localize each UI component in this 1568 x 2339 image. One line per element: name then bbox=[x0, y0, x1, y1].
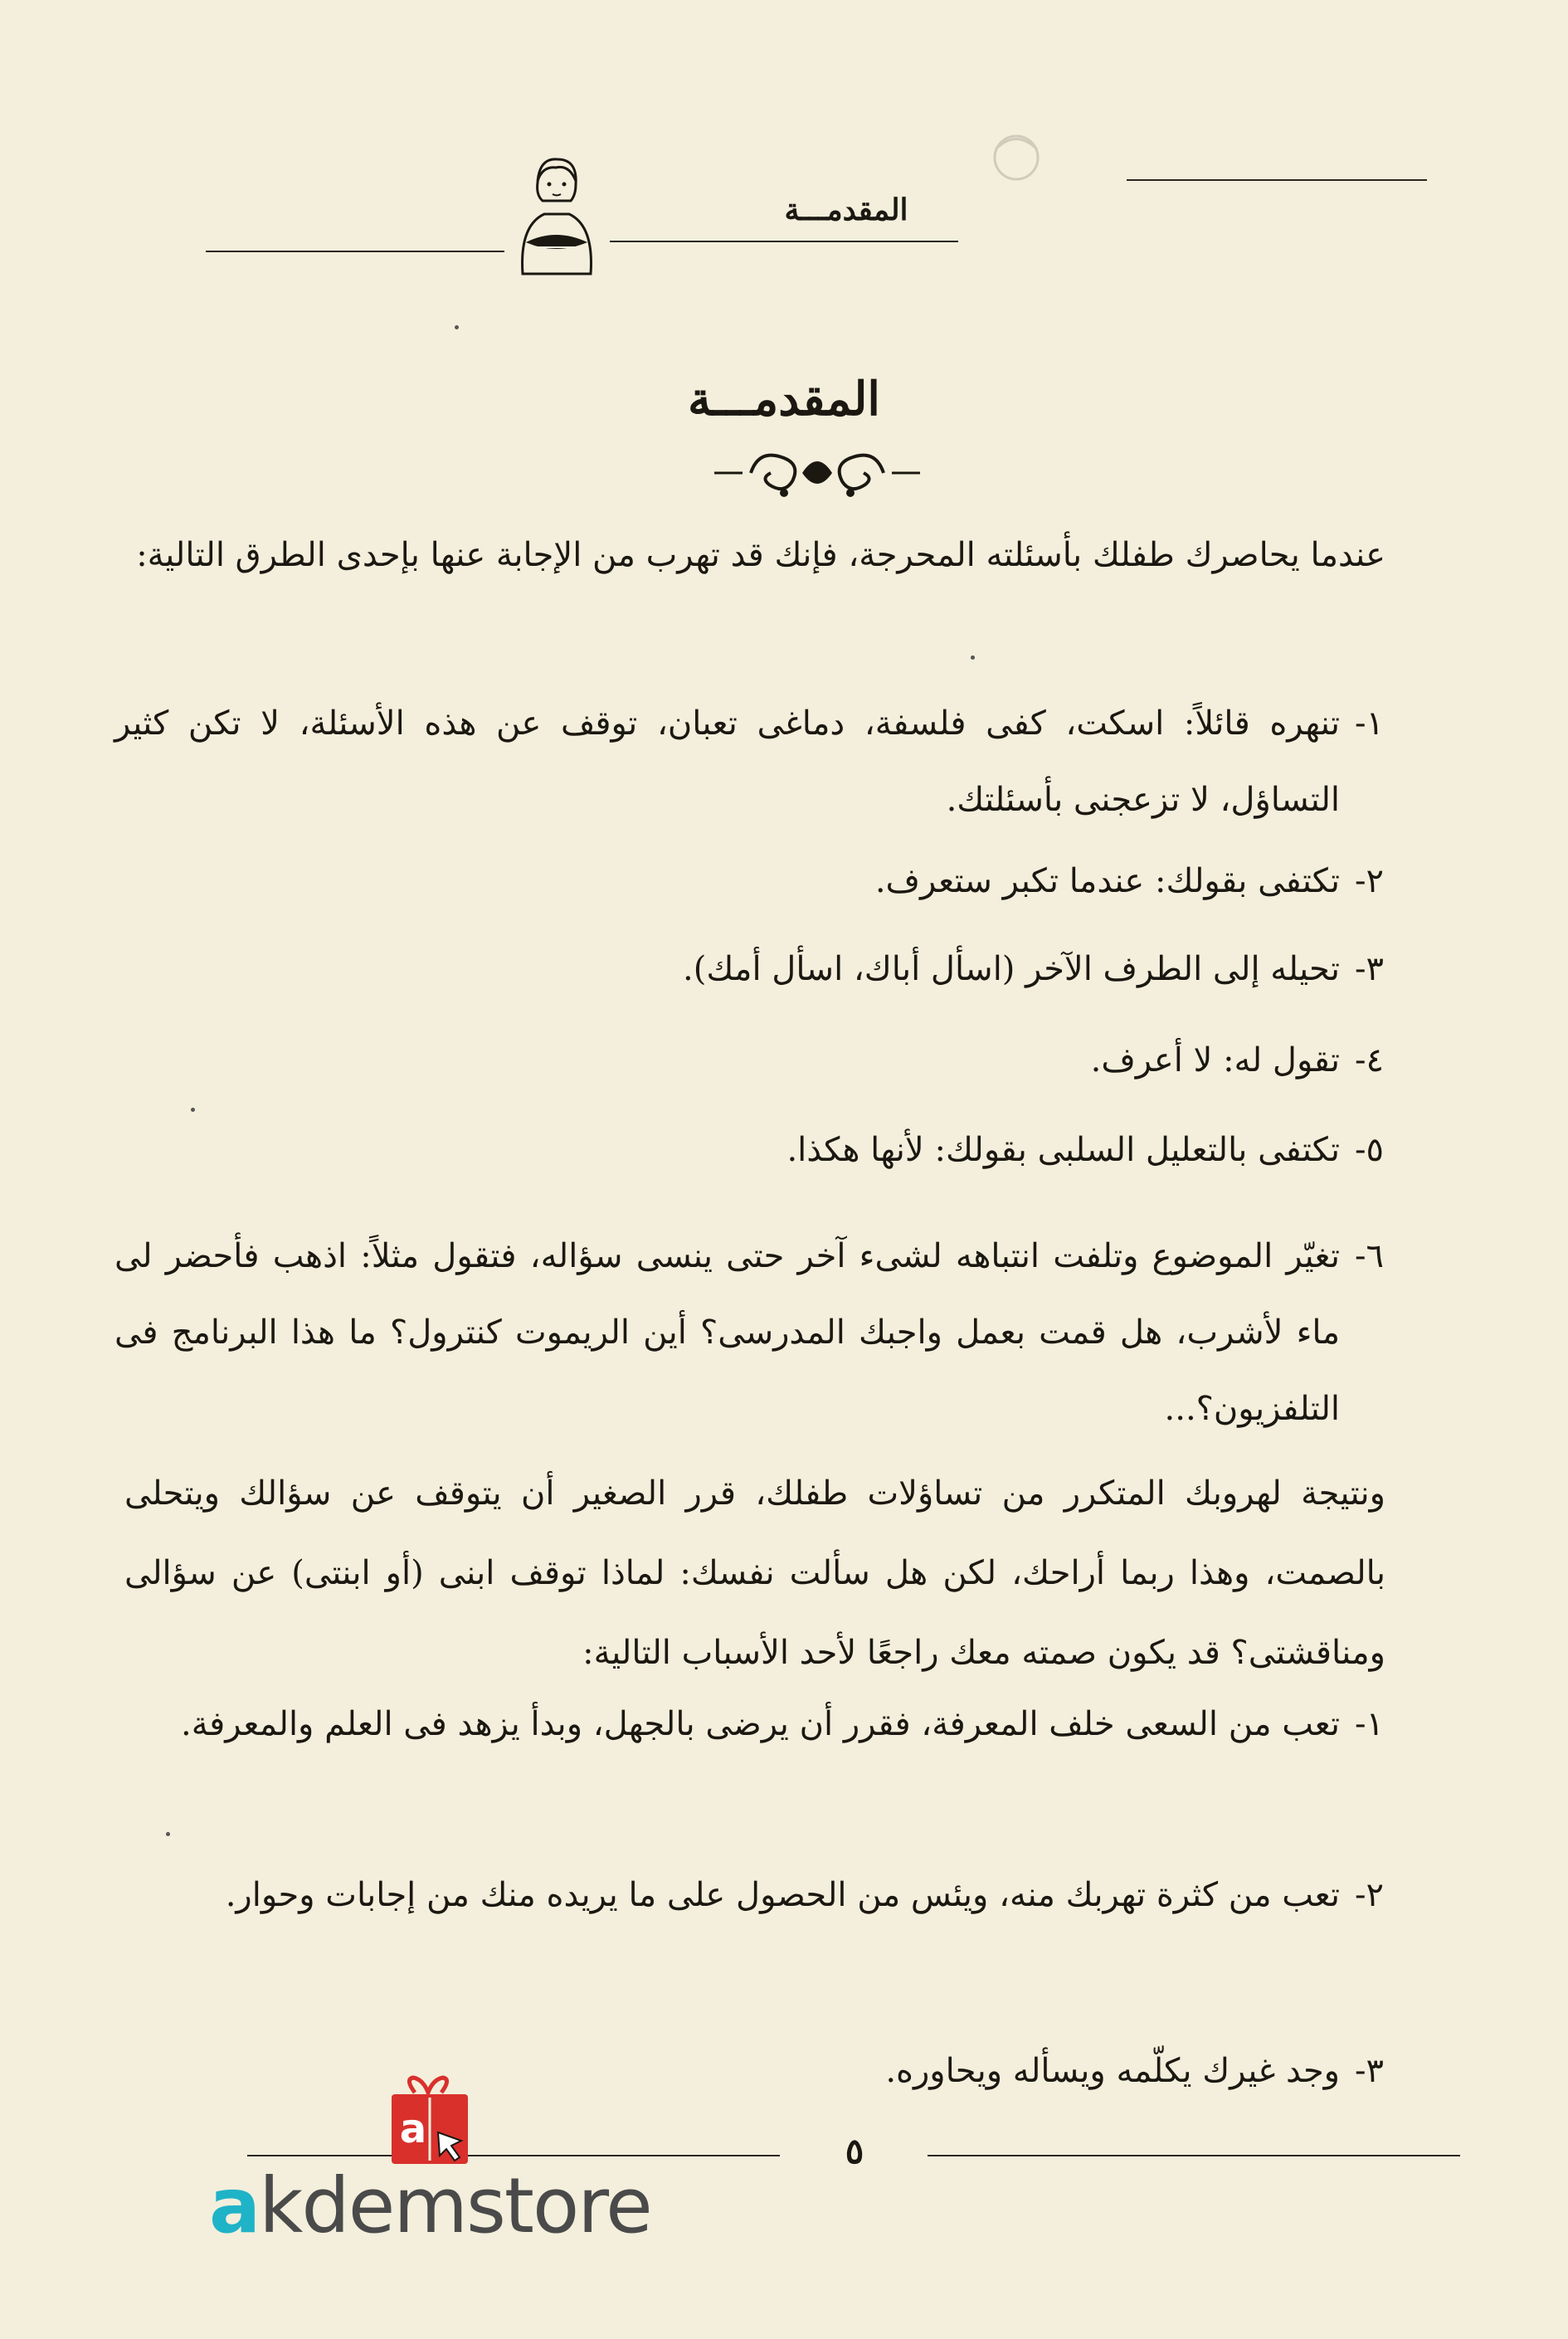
item-number: ٢- bbox=[1355, 1876, 1384, 1914]
paper-speck bbox=[971, 655, 975, 660]
running-title: المقدمـــة bbox=[784, 192, 908, 227]
watermark-brand-rest: kdemstore bbox=[259, 2161, 651, 2250]
item-text: تعب من السعى خلف المعرفة، فقرر أن يرضى بالجهل، وبدأ يزهد فى العلم والمعرفة. bbox=[180, 1705, 1340, 1743]
item-text: تكتفى بقولك: عندما تكبر ستعرف. bbox=[874, 862, 1340, 900]
item-number: ١- bbox=[1355, 704, 1384, 743]
list-item bbox=[114, 2033, 1384, 2109]
boy-illustration bbox=[506, 149, 606, 282]
item-text: تحيله إلى الطرف الآخر (اسأل أباك، اسأل أمك). bbox=[683, 950, 1340, 988]
item-number: ٢- bbox=[1355, 862, 1384, 900]
list-item bbox=[114, 1022, 1384, 1099]
list-item bbox=[114, 1686, 1384, 1762]
header-rule-right bbox=[1127, 179, 1427, 181]
item-text: تغيّر الموضوع وتلفت انتباهه لشىء آخر حتى ينسى سؤاله، فتقول مثلاً: اذهب فأحضر لى ماء لأشرب، هل قمت بعمل واجبك المدرسى؟ أين الريموت كنترول؟ ما هذا البرنامج فى التلفزيون؟... bbox=[114, 1237, 1340, 1428]
chapter-title: المقدمـــة bbox=[688, 372, 880, 426]
footer-rule-right bbox=[928, 2155, 1460, 2156]
watermark-brand-first: a bbox=[209, 2161, 260, 2250]
akdemstore-logo-icon bbox=[380, 2074, 480, 2174]
item-text: وجد غيرك يكلّمه ويسأله ويحاوره. bbox=[885, 2052, 1340, 2090]
item-text: تعب من كثرة تهربك منه، ويئس من الحصول على ما يريده منك من إجابات وحوار. bbox=[225, 1876, 1340, 1914]
paper-speck bbox=[455, 325, 459, 329]
paper-speck bbox=[191, 1108, 195, 1112]
list-item bbox=[114, 1857, 1384, 1933]
intro-paragraph: عندما يحاصرك طفلك بأسئلته المحرجة، فإنك قد تهرب من الإجابة عنها بإحدى الطرق التالية: bbox=[136, 536, 1385, 574]
header-rule-left bbox=[206, 251, 504, 252]
item-text: تكتفى بالتعليل السلبى بقولك: لأنها هكذا. bbox=[786, 1131, 1340, 1169]
list-item bbox=[114, 1218, 1384, 1447]
item-text: تقول له: لا أعرف. bbox=[1090, 1041, 1340, 1079]
item-number: ٥- bbox=[1355, 1131, 1384, 1169]
list-item bbox=[114, 1112, 1384, 1188]
item-number: ٣- bbox=[1355, 2052, 1384, 2090]
item-number: ٦- bbox=[1355, 1237, 1384, 1275]
logo-letter: a bbox=[399, 2106, 427, 2152]
ornament-divider bbox=[709, 440, 925, 506]
item-number: ١- bbox=[1355, 1705, 1384, 1743]
paper-speck bbox=[166, 1832, 170, 1836]
list-item bbox=[114, 685, 1384, 838]
list-item bbox=[114, 931, 1384, 1007]
header-rule-mid bbox=[610, 241, 958, 242]
ghost-boy-illustration bbox=[971, 124, 1062, 199]
list-item bbox=[114, 843, 1384, 919]
item-number: ٣- bbox=[1355, 950, 1384, 988]
akdemstore-watermark bbox=[209, 2161, 651, 2250]
footer-rule-left bbox=[247, 2155, 780, 2156]
page-number: ٥ bbox=[845, 2131, 864, 2171]
item-number: ٤- bbox=[1355, 1041, 1384, 1079]
body-paragraph: ونتيجة لهروبك المتكرر من تساؤلات طفلك، قرر الصغير أن يتوقف عن سؤالك ويتحلى بالصمت، وهذا ربما أراحك، لكن هل سألت نفسك: لماذا توقف ابنى (أو ابنتى) عن سؤالى ومناقشتى؟ قد يكون صمته معك راجعًا لأحد الأسباب التالية: bbox=[124, 1474, 1385, 1672]
item-text: تنهره قائلاً: اسكت، كفى فلسفة، دماغى تعبان، توقف عن هذه الأسئلة، لا تكن كثير التساؤل، لا تزعجنى بأسئلتك. bbox=[114, 704, 1340, 819]
